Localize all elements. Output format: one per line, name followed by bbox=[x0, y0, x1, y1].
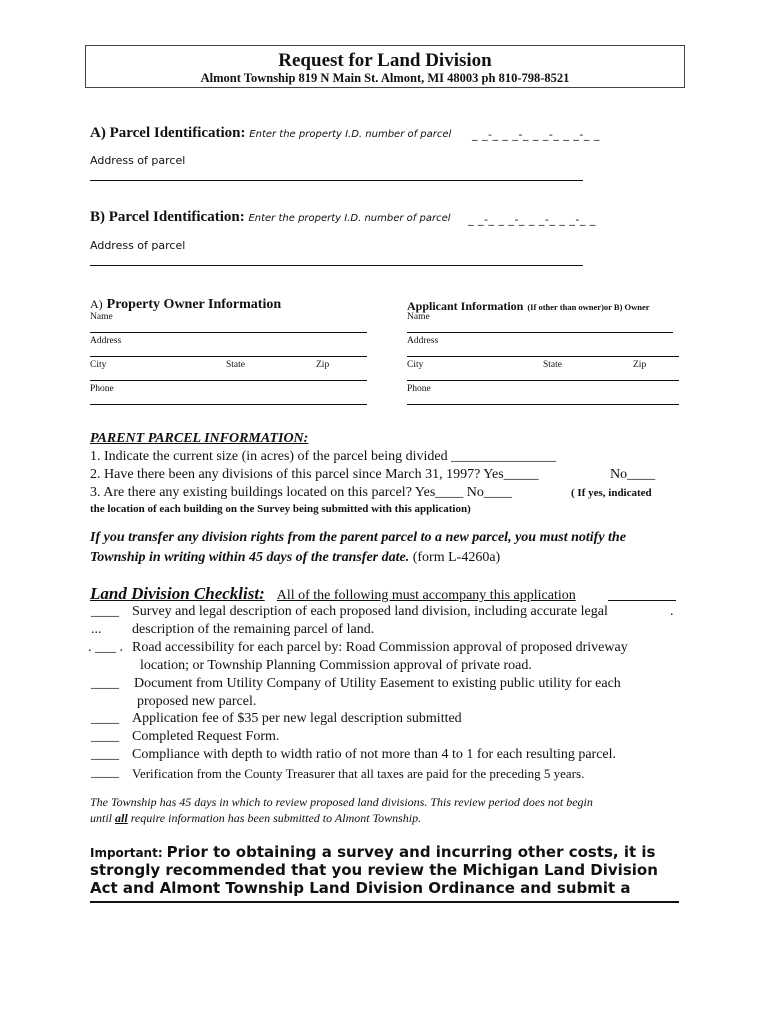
transfer-notice-text: Township in writing within 45 days of the transfer date. bbox=[90, 550, 410, 565]
address-label-a: Address of parcel bbox=[90, 154, 186, 167]
checklist-item-survey-dot: . bbox=[670, 604, 674, 619]
checklist-item-survey-cont: description of the remaining parcel of land. bbox=[132, 622, 375, 637]
checklist-intro-underline bbox=[608, 600, 676, 601]
important-label: Important: bbox=[90, 846, 163, 860]
owner-heading bbox=[90, 295, 281, 313]
checklist-marker-1[interactable]: ____ bbox=[91, 604, 119, 619]
section-b-heading bbox=[90, 209, 451, 226]
owner-address-label: Address bbox=[90, 336, 122, 346]
section-b-hint: Enter the property I.D. number of parcel bbox=[248, 213, 451, 224]
checklist-marker-4[interactable]: ____ bbox=[91, 711, 119, 726]
owner-address-line[interactable] bbox=[90, 356, 367, 357]
owner-zip-label: Zip bbox=[316, 360, 330, 370]
important-line-2: strongly recommended that you review the Michigan Land Division bbox=[90, 861, 658, 879]
address-line-a[interactable] bbox=[90, 180, 583, 181]
section-b-title: B) Parcel Identification: bbox=[90, 209, 245, 225]
applicant-city-line[interactable] bbox=[407, 380, 679, 381]
owner-name-label: Name bbox=[90, 312, 113, 322]
checklist-marker-2[interactable]: . ___ . bbox=[88, 640, 123, 655]
important-line-1 bbox=[90, 843, 655, 862]
checklist-item-taxes: Verification from the County Treasurer that all taxes are paid for the preceding 5 years. bbox=[132, 766, 585, 781]
checklist-title: Land Division Checklist: bbox=[90, 584, 265, 603]
form-title: Request for Land Division bbox=[278, 50, 492, 71]
parcel-id-field-b[interactable]: _ _-_ _ _-_ _ _-_ _ _-_ _ bbox=[468, 213, 596, 226]
owner-city-line[interactable] bbox=[90, 380, 367, 381]
parent-parcel-heading: PARENT PARCEL INFORMATION: bbox=[90, 431, 309, 446]
owner-title: Property Owner Information bbox=[106, 297, 282, 312]
review-notice-line-1: The Township has 45 days in which to review proposed land divisions. This review period does not begin bbox=[90, 795, 593, 809]
applicant-name-line[interactable] bbox=[407, 332, 673, 333]
checklist-marker-6[interactable]: ____ bbox=[91, 747, 119, 762]
parent-question-3-note: ( If yes, indicated bbox=[571, 487, 652, 499]
owner-phone-line[interactable] bbox=[90, 404, 367, 405]
checklist-item-fee: Application fee of $35 per new legal description submitted bbox=[132, 711, 462, 726]
checklist-marker-3[interactable]: ____ bbox=[91, 676, 119, 691]
applicant-title: Applicant Information bbox=[407, 299, 524, 313]
parent-question-2: 2. Have there been any divisions of this parcel since March 31, 1997? Yes_____ bbox=[90, 467, 539, 482]
checklist-item-ratio: Compliance with depth to width ratio of not more than 4 to 1 for each resulting parcel. bbox=[132, 747, 617, 762]
form-header bbox=[85, 45, 685, 88]
review-notice-text-a: until bbox=[90, 811, 116, 825]
checklist-item-request-form: Completed Request Form. bbox=[132, 729, 280, 744]
important-line-3: Act and Almont Township Land Division Ordinance and submit a bbox=[90, 879, 631, 897]
checklist-item-survey: Survey and legal description of each proposed land division, including accurate legal bbox=[132, 604, 608, 619]
review-notice-text-b: require information has been submitted to Almont Township. bbox=[127, 811, 422, 825]
township-contact: Almont Township 819 N Main St. Almont, MI 48003 ph 810-798-8521 bbox=[200, 71, 570, 85]
parent-question-3-note-cont: the location of each building on the Survey being submitted with this application) bbox=[90, 503, 471, 515]
checklist-marker-1b: ... bbox=[91, 622, 102, 637]
owner-name-line[interactable] bbox=[90, 332, 367, 333]
parent-question-1: 1. Indicate the current size (in acres) of the parcel being divided _______________ bbox=[90, 449, 557, 464]
section-a-title: A) Parcel Identification: bbox=[90, 125, 246, 141]
applicant-heading bbox=[407, 297, 650, 315]
applicant-address-line[interactable] bbox=[407, 356, 679, 357]
checklist-item-road-cont: location; or Township Planning Commission approval of private road. bbox=[140, 658, 532, 673]
applicant-address-label: Address bbox=[407, 336, 439, 346]
applicant-note: (If other than owner)or B) Owner bbox=[527, 302, 650, 312]
section-a-heading bbox=[90, 125, 451, 142]
address-line-b[interactable] bbox=[90, 265, 583, 266]
owner-prefix: A) bbox=[90, 297, 103, 311]
applicant-phone-label: Phone bbox=[407, 384, 431, 394]
parent-question-3: 3. Are there any existing buildings located on this parcel? Yes____ No____ bbox=[90, 485, 512, 500]
checklist-marker-7[interactable]: ____ bbox=[91, 765, 119, 780]
review-notice-emphasis: all bbox=[115, 811, 128, 825]
checklist-item-utility-cont: proposed new parcel. bbox=[137, 694, 257, 709]
parcel-id-field-a[interactable]: _ _-_ _ _-_ _ _-_ _ _-_ _ bbox=[472, 128, 600, 141]
parent-question-2-no: No____ bbox=[610, 467, 656, 482]
review-notice-line-2 bbox=[90, 811, 421, 826]
important-text-1: Prior to obtaining a survey and incurring other costs, it is bbox=[166, 843, 656, 861]
checklist-item-utility: Document from Utility Company of Utility Easement to existing public utility for each bbox=[134, 676, 621, 691]
applicant-name-label: Name bbox=[407, 312, 430, 322]
applicant-phone-line[interactable] bbox=[407, 404, 679, 405]
checklist-intro: All of the following must accompany this application bbox=[276, 588, 576, 603]
applicant-state-label: State bbox=[543, 360, 562, 370]
transfer-notice-line-2 bbox=[90, 548, 500, 566]
section-a-hint: Enter the property I.D. number of parcel bbox=[249, 129, 452, 140]
checklist-heading bbox=[90, 584, 576, 604]
checklist-item-road: Road accessibility for each parcel by: Road Commission approval of proposed driveway bbox=[132, 640, 628, 655]
owner-city-label: City bbox=[90, 360, 107, 370]
owner-phone-label: Phone bbox=[90, 384, 114, 394]
address-label-b: Address of parcel bbox=[90, 239, 186, 252]
checklist-marker-5[interactable]: ____ bbox=[91, 729, 119, 744]
applicant-city-label: City bbox=[407, 360, 424, 370]
important-underline bbox=[90, 901, 679, 903]
transfer-notice-line-1: If you transfer any division rights from the parent parcel to a new parcel, you must notify the bbox=[90, 530, 626, 545]
applicant-zip-label: Zip bbox=[633, 360, 647, 370]
owner-state-label: State bbox=[226, 360, 245, 370]
transfer-form-ref: (form L-4260a) bbox=[409, 550, 501, 565]
